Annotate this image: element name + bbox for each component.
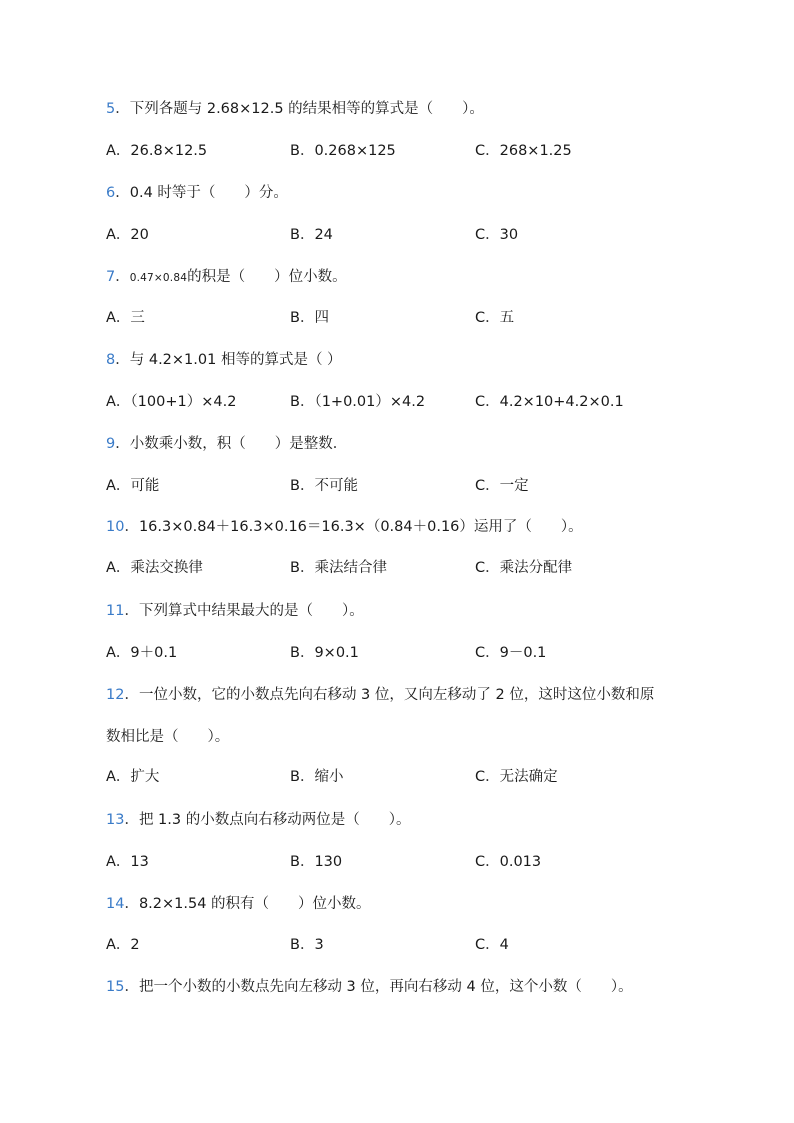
question-number: 9 bbox=[106, 436, 116, 452]
option-b[interactable]: B．缩小 bbox=[290, 769, 344, 785]
option-c[interactable]: C．30 bbox=[475, 227, 519, 243]
option-a[interactable]: A．（100+1）×4.2 bbox=[106, 394, 237, 410]
option-a[interactable]: A．9＋0.1 bbox=[106, 645, 178, 661]
option-c[interactable]: C．无法确定 bbox=[475, 769, 558, 785]
question-5 bbox=[106, 99, 484, 119]
question-9 bbox=[106, 434, 347, 454]
option-a[interactable]: A．26.8×12.5 bbox=[106, 143, 208, 159]
option-a[interactable]: A．可能 bbox=[106, 478, 160, 494]
option-a[interactable]: A．13 bbox=[106, 854, 149, 870]
option-c[interactable]: C．4.2×10+4.2×0.1 bbox=[475, 394, 624, 410]
option-a[interactable]: A．三 bbox=[106, 310, 145, 326]
question-number: 5 bbox=[106, 101, 116, 117]
option-b[interactable]: B．不可能 bbox=[290, 478, 358, 494]
option-a[interactable]: A．扩大 bbox=[106, 769, 160, 785]
option-b[interactable]: B．乘法结合律 bbox=[290, 560, 387, 576]
option-b[interactable]: B．130 bbox=[290, 854, 343, 870]
option-b[interactable]: B．（1+0.01）×4.2 bbox=[290, 394, 426, 410]
option-c[interactable]: C．五 bbox=[475, 310, 515, 326]
question-text: ．小数乘小数，积（ ）是整数． bbox=[115, 436, 348, 452]
question-number: 12 bbox=[106, 687, 125, 703]
option-a[interactable]: A．20 bbox=[106, 227, 149, 243]
question-7 bbox=[106, 267, 347, 288]
question-text: ．一位小数，它的小数点先向右移动 3 位，又向左移动了 2 位，这时这位小数和原 bbox=[124, 687, 655, 703]
question-12-continued bbox=[106, 727, 229, 747]
question-12 bbox=[106, 685, 654, 705]
question-8 bbox=[106, 350, 342, 370]
option-a[interactable]: A．2 bbox=[106, 937, 140, 953]
question-number: 15 bbox=[106, 979, 125, 995]
question-text: ．0.4 时等于（ ）分。 bbox=[115, 185, 288, 201]
option-c[interactable]: C．9－0.1 bbox=[475, 645, 547, 661]
question-text: ．下列各题与 2.68×12.5 的结果相等的算式是（ ）。 bbox=[115, 101, 484, 117]
question-separator: ． bbox=[115, 269, 130, 285]
question-number: 14 bbox=[106, 896, 125, 912]
question-text: 的积是（ ）位小数。 bbox=[187, 269, 347, 285]
question-number: 11 bbox=[106, 603, 125, 619]
question-text: ．8.2×1.54 的积有（ ）位小数。 bbox=[124, 896, 371, 912]
question-number: 7 bbox=[106, 269, 116, 285]
question-6 bbox=[106, 183, 288, 203]
question-expression: 0.47×0.84 bbox=[129, 272, 188, 284]
question-text: ．下列算式中结果最大的是（ ）。 bbox=[124, 603, 364, 619]
question-13 bbox=[106, 810, 410, 830]
option-c[interactable]: C．一定 bbox=[475, 478, 529, 494]
question-text: ．把 1.3 的小数点向右移动两位是（ ）。 bbox=[124, 812, 411, 828]
option-c[interactable]: C．乘法分配律 bbox=[475, 560, 573, 576]
question-text: ．把一个小数的小数点先向左移动 3 位，再向右移动 4 位，这个小数（ ）。 bbox=[124, 979, 633, 995]
option-b[interactable]: B．24 bbox=[290, 227, 333, 243]
question-number: 6 bbox=[106, 185, 116, 201]
question-number: 13 bbox=[106, 812, 125, 828]
question-number: 8 bbox=[106, 352, 116, 368]
question-text: ．与 4.2×1.01 相等的算式是（ ） bbox=[115, 352, 342, 368]
option-a[interactable]: A．乘法交换律 bbox=[106, 560, 203, 576]
option-c[interactable]: C．0.013 bbox=[475, 854, 542, 870]
question-number: 10 bbox=[106, 519, 125, 535]
option-b[interactable]: B．9×0.1 bbox=[290, 645, 359, 661]
option-b[interactable]: B．四 bbox=[290, 310, 329, 326]
option-b[interactable]: B．3 bbox=[290, 937, 324, 953]
question-14 bbox=[106, 894, 371, 914]
option-c[interactable]: C．268×1.25 bbox=[475, 143, 572, 159]
question-11 bbox=[106, 601, 364, 621]
option-b[interactable]: B．0.268×125 bbox=[290, 143, 396, 159]
question-text: ．16.3×0.84＋16.3×0.16＝16.3×（0.84＋0.16）运用了（ ）。 bbox=[124, 519, 583, 535]
question-text-continued: 数相比是（ ）。 bbox=[106, 729, 230, 745]
question-10 bbox=[106, 517, 583, 537]
option-c[interactable]: C．4 bbox=[475, 937, 509, 953]
question-15 bbox=[106, 977, 633, 997]
